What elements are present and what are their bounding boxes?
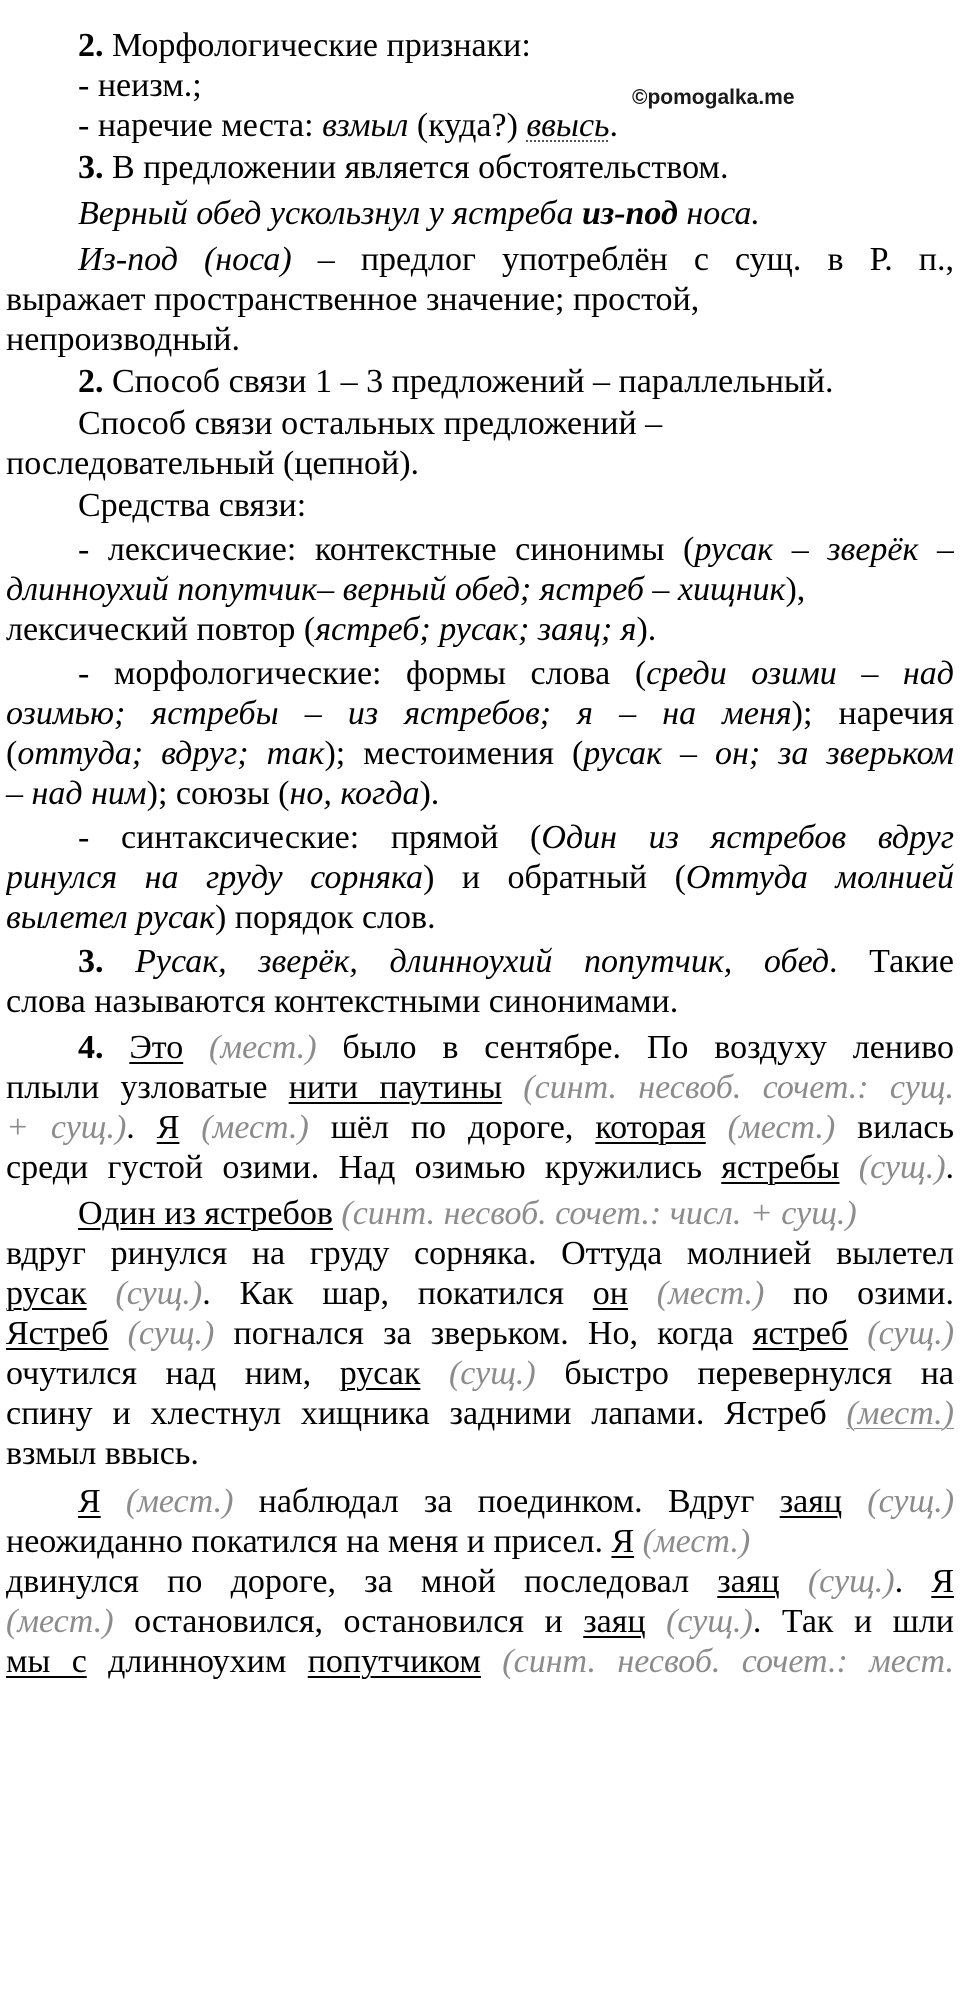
text-line: мы с длинноухим попутчиком (синт. несвоб. сочет.: мест. <box>6 1643 954 1680</box>
text-run: русак – он; за зверьком <box>583 735 954 772</box>
text-run: он <box>592 1275 628 1312</box>
text-line: двинулся по дороге, за мной последовал заяц (сущ.). Я <box>6 1563 954 1600</box>
text-run: заяц <box>717 1563 780 1600</box>
text-run: 2. <box>78 27 104 64</box>
text-line: - неизм.; <box>78 67 202 104</box>
text-run: среди озими – над <box>646 655 954 692</box>
text-line: 4. Это (мест.) было в сентябре. По воздуху лениво <box>78 1029 954 1066</box>
text-line: вылетел русак) порядок слов. <box>6 899 436 936</box>
text-line: непроизводный. <box>6 321 240 358</box>
text-run: (сущ.) <box>807 1563 895 1600</box>
text-line: - лексические: контекстные синонимы (русак – зверёк – <box>78 531 954 568</box>
text-run: озимью; ястребы – из ястребов; я – на меня <box>6 695 792 732</box>
text-line: очутился над ним, русак (сущ.) быстро перевернулся на <box>6 1355 954 1392</box>
text-run: (сущ.) <box>115 1275 203 1312</box>
text-line: выражает пространственное значение; простой, <box>6 281 700 318</box>
text-run: (сущ.) <box>867 1315 954 1352</box>
text-run: Я <box>156 1109 180 1146</box>
text-line: среди густой озими. Над озимью кружились ястребы (сущ.). <box>6 1149 954 1186</box>
text-line: Ястреб (сущ.) погнался за зверьком. Но, когда ястреб (сущ.) <box>6 1315 954 1352</box>
text-run: Один из ястребов <box>78 1195 333 1232</box>
text-line: 2. Морфологические признаки: <box>78 27 531 64</box>
text-line: + сущ.). Я (мест.) шёл по дороге, которая (мест.) вилась <box>6 1109 954 1146</box>
text-line: – над ним); союзы (но, когда). <box>6 775 440 812</box>
text-line: Способ связи остальных предложений – <box>78 405 663 442</box>
text-line: ринулся на груду сорняка) и обратный (Оттуда молнией <box>6 859 954 896</box>
text-line: (оттуда; вдруг; так); местоимения (русак – он; за зверьком <box>6 735 954 772</box>
text-run: (мест.) <box>656 1275 765 1312</box>
text-line: Я (мест.) наблюдал за поединком. Вдруг заяц (сущ.) <box>78 1483 954 1520</box>
text-line: - морфологические: формы слова (среди озими – над <box>78 655 954 692</box>
text-line: взмыл ввысь. <box>6 1435 199 1472</box>
text-line: спину и хлестнул хищника задними лапами. Ястреб (мест.) <box>6 1395 954 1432</box>
text-run: (мест.) <box>727 1109 836 1146</box>
text-line: плыли узловатые нити паутины (синт. несвоб. сочет.: сущ. <box>6 1069 954 1106</box>
text-run: Я <box>78 1483 101 1520</box>
text-line: длинноухий попутчик– верный обед; ястреб – хищник), <box>6 571 806 608</box>
text-line: (мест.) остановился, остановился и заяц (сущ.). Так и шли <box>6 1603 954 1640</box>
text-line: русак (сущ.). Как шар, покатился он (мест.) по озими. <box>6 1275 954 1312</box>
text-line: слова называются контекстными синонимами. <box>6 983 679 1020</box>
text-run: Ястреб <box>6 1315 109 1352</box>
text-run: (мест.) <box>125 1483 234 1520</box>
text-run: (сущ.) <box>127 1315 215 1352</box>
text-run: русак <box>339 1355 421 1392</box>
text-run: Из-под (носа) <box>78 241 292 278</box>
text-run: из-под <box>582 195 678 232</box>
text-run: ястреб; русак; заяц; я <box>315 611 637 648</box>
text-run: вылетел русак <box>6 899 215 936</box>
text-run: заяц <box>583 1603 646 1640</box>
text-run: русак <box>6 1275 87 1312</box>
text-line: 3. Русак, зверёк, длинноухий попутчик, обед. Такие <box>78 943 954 980</box>
text-line: - синтаксические: прямой (Один из ястребов вдруг <box>78 819 954 856</box>
text-run: – над ним <box>6 775 147 812</box>
text-run: + сущ.) <box>6 1109 127 1146</box>
text-run: заяц <box>779 1483 843 1520</box>
text-run: (мест.) <box>209 1029 317 1066</box>
text-run: нити паутины <box>288 1069 503 1106</box>
text-run: Оттуда молнией <box>685 859 954 896</box>
text-run: 2. <box>78 363 104 400</box>
text-line: неожиданно покатился на меня и присел. Я (мест.) <box>6 1523 751 1560</box>
text-run: (синт. несвоб. сочет.: сущ. <box>523 1069 954 1106</box>
text-line: Средства связи: <box>78 487 307 524</box>
text-run: русак – зверёк – <box>694 531 954 568</box>
text-run: 3. <box>78 149 104 186</box>
text-run: взмыл <box>322 107 409 144</box>
text-run: (синт. несвоб. сочет.: мест. <box>502 1643 954 1680</box>
text-run: 3. <box>78 943 104 980</box>
text-line: - наречие места: взмыл (куда?) ввысь. <box>78 107 619 144</box>
text-run: (сущ.) <box>858 1149 946 1186</box>
text-line: Из-под (носа) – предлог употреблён с сущ. в Р. п., <box>78 241 954 278</box>
text-run: (мест.) <box>642 1523 751 1560</box>
text-run: ринулся на груду сорняка <box>6 859 424 896</box>
text-run: (сущ.) <box>666 1603 753 1640</box>
text-run: (мест.) <box>846 1395 954 1432</box>
text-run: Это <box>129 1029 184 1066</box>
text-run: которая <box>595 1109 706 1146</box>
watermark: ©pomogalka.me <box>632 86 795 109</box>
text-line <box>78 1192 954 1236</box>
text-run: (сущ.) <box>448 1355 536 1392</box>
text-run: попутчиком <box>307 1643 481 1680</box>
text-line: 2. Способ связи 1 – 3 предложений – параллельный. <box>78 363 834 400</box>
text-run: 4. <box>78 1029 104 1066</box>
text-run: оттуда; вдруг; так <box>17 735 325 772</box>
text-run: Один из ястребов вдруг <box>541 819 954 856</box>
text-line: 3. В предложении является обстоятельством. <box>78 149 729 186</box>
text-run: длинноухий попутчик– верный обед; ястреб – хищник <box>6 571 786 608</box>
text-run: (синт. несвоб. сочет.: числ. + сущ.) <box>341 1195 857 1232</box>
text-run: ястреб <box>752 1315 849 1352</box>
text-run: Русак, зверёк, длинноухий попутчик, обед <box>135 943 830 980</box>
text-line: вдруг ринулся на груду сорняка. Оттуда молнией вылетел <box>6 1235 954 1272</box>
text-run: Я <box>931 1563 954 1600</box>
text-run: ввысь <box>526 107 610 144</box>
text-run: (мест.) <box>6 1603 114 1640</box>
text-line: озимью; ястребы – из ястребов; я – на меня); наречия <box>6 695 954 732</box>
text-line: последовательный (цепной). <box>6 445 420 482</box>
text-run: (мест.) <box>201 1109 309 1146</box>
text-run: ястребы <box>721 1149 840 1186</box>
text-run: Я <box>611 1523 635 1560</box>
text-line: Верный обед ускользнул у ястреба из-под носа. <box>78 195 760 232</box>
text-line: лексический повтор (ястреб; русак; заяц; я). <box>6 611 657 648</box>
text-run: (сущ.) <box>867 1483 954 1520</box>
text-run: но, когда <box>289 775 420 812</box>
text-run: мы с <box>6 1643 87 1680</box>
